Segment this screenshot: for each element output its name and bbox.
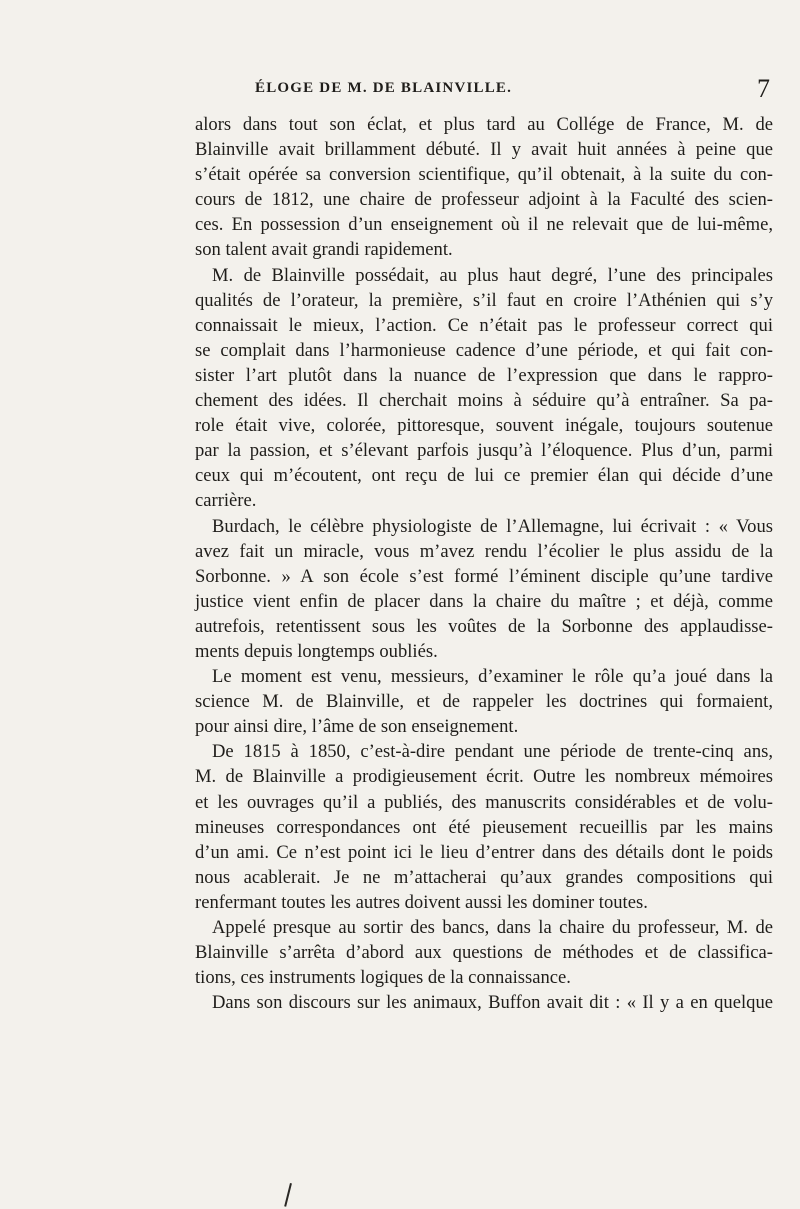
page-number: 7 [757, 74, 770, 103]
text-line: M. de Blainville possédait, au plus haut degré, l’une des principales [212, 264, 773, 286]
text-line: connaissait le mieux, l’action. Ce n’était pas le professeur correct qui [195, 314, 773, 336]
text-line: Sorbonne. » A son école s’est formé l’éminent disciple qu’une tardive [195, 565, 773, 587]
text-line: Le moment est venu, messieurs, d’examiner le rôle qu’a joué dans la [212, 666, 773, 688]
text-line: science M. de Blainville, et de rappeler les doctrines qui formaient, [195, 691, 773, 713]
text-line: renfermant toutes les autres doivent aussi les dominer toutes. [195, 891, 648, 913]
text-line: cours de 1812, une chaire de professeur adjoint à la Faculté des scien- [195, 189, 773, 211]
text-line: ments depuis longtemps oubliés. [195, 640, 438, 662]
pencil-mark [284, 1183, 292, 1207]
text-line: qualités de l’orateur, la première, s’il faut en croire l’Athénien qui s’y [195, 289, 773, 311]
text-line: par la passion, et s’élevant parfois jusqu’à l’éloquence. Plus d’un, parmi [195, 440, 773, 462]
text-line: nous acablerait. Je ne m’attacherai qu’aux grandes compositions qui [195, 866, 773, 888]
text-line: Blainville avait brillamment débuté. Il y avait huit années à peine que [195, 139, 773, 161]
text-line: carrière. [195, 490, 257, 512]
text-line: Burdach, le célèbre physiologiste de l’Allemagne, lui écrivait : « Vous [212, 515, 773, 537]
text-line: ces. En possession d’un enseignement où il ne relevait que de lui-même, [195, 214, 773, 236]
text-line: son talent avait grandi rapidement. [195, 239, 453, 261]
text-line: role était vive, colorée, pittoresque, souvent inégale, toujours soutenue [195, 415, 773, 437]
text-line: avez fait un miracle, vous m’avez rendu l’écolier le plus assidu de la [195, 540, 773, 562]
text-line: Dans son discours sur les animaux, Buffon avait dit : « Il y a en quelque [212, 992, 773, 1014]
text-line: mineuses correspondances ont été pieusement recueillis par les mains [195, 816, 773, 838]
text-line: De 1815 à 1850, c’est-à-dire pendant une période de trente-cinq ans, [212, 741, 773, 763]
text-line: alors dans tout son éclat, et plus tard au Collége de France, M. de [195, 114, 773, 135]
text-line: chement des idées. Il cherchait moins à séduire qu’à entraîner. Sa pa- [195, 390, 773, 412]
text-line: et les ouvrages qu’il a publiés, des manuscrits considérables et de volu- [195, 791, 773, 813]
text-line: Appelé presque au sortir des bancs, dans la chaire du professeur, M. de [212, 917, 773, 938]
body-text [195, 112, 773, 1015]
text-line: justice vient enfin de placer dans la chaire du maître ; et déjà, comme [195, 590, 773, 612]
text-line: se complait dans l’harmonieuse cadence d’une période, et qui fait con- [195, 339, 773, 361]
text-line: Blainville s’arrêta d’abord aux questions de méthodes et de classifica- [195, 942, 773, 964]
text-line: ceux qui m’écoutent, ont reçu de lui ce premier élan qui décide d’une [195, 465, 773, 487]
text-line: tions, ces instruments logiques de la connaissance. [195, 967, 571, 989]
text-line: sister l’art plutôt dans la nuance de l’expression que dans le rappro- [195, 364, 773, 386]
text-line: autrefois, retentissent sous les voûtes de la Sorbonne des applaudisse- [195, 615, 773, 637]
text-line: s’était opérée sa conversion scientifique, qu’il obtenait, à la suite du con- [195, 164, 773, 186]
text-line: M. de Blainville a prodigieusement écrit. Outre les nombreux mémoires [195, 766, 773, 788]
running-title: ÉLOGE DE M. DE BLAINVILLE. [255, 80, 513, 96]
text-line: pour ainsi dire, l’âme de son enseignement. [195, 716, 519, 738]
text-line: d’un ami. Ce n’est point ici le lieu d’entrer dans des détails dont le poids [195, 841, 773, 863]
